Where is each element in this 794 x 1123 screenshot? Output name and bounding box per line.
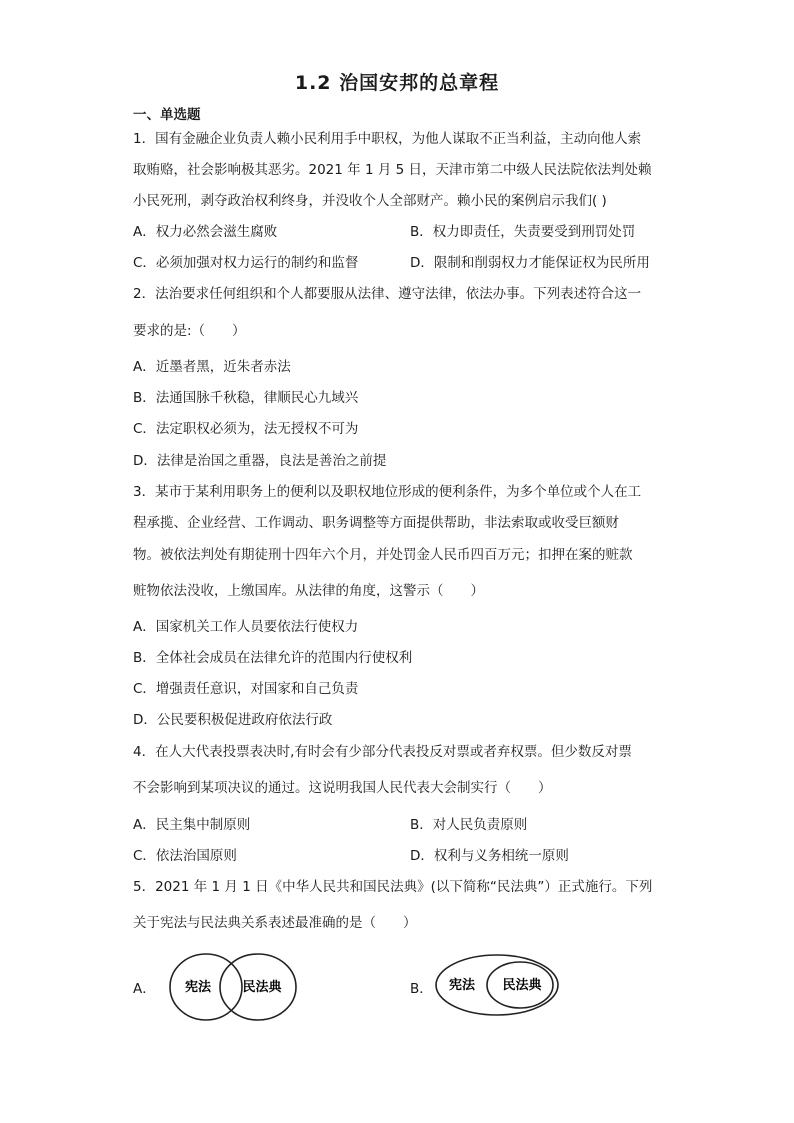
q4-option-a: A．民主集中制原则: [133, 817, 251, 833]
q4-option-c: C．依法治国原则: [133, 848, 237, 864]
q3-option-c: C．增强责任意识，对国家和自己负责: [133, 681, 359, 697]
q2-stem-line: 要求的是:（ ）: [133, 323, 246, 339]
page-title: 1.2 治国安邦的总章程: [294, 72, 500, 94]
venn-label-left: 宪法: [184, 980, 212, 995]
q4-stem-line: 4．在人大代表投票表决时,有时会有少部分代表投反对票或者弃权票。但少数反对票: [133, 744, 632, 760]
q3-stem-line: 3．某市于某利用职务上的便利以及职权地位形成的便利条件，为多个单位或个人在工: [133, 484, 642, 500]
q3-option-d: D．公民要积极促进政府依法行政: [133, 712, 333, 728]
q2-option-a: A．近墨者黑，近朱者赤法: [133, 359, 291, 375]
venn-label-outer: 宪法: [448, 978, 476, 993]
q5-venn-nested-diagram: [432, 952, 562, 1018]
q3-stem-line: 物。被依法判处有期徒刑十四年六个月，并处罚金人民币四百万元；扣押在案的赃款: [133, 547, 633, 563]
q5-stem-line: 关于宪法与民法典关系表述最准确的是（ ）: [133, 915, 417, 931]
q3-stem-line: 赃物依法没收，上缴国库。从法律的角度，这警示（ ）: [133, 583, 484, 599]
q4-stem-line: 不会影响到某项决议的通过。这说明我国人民代表大会制实行（ ）: [133, 780, 552, 796]
q1-option-c: C．必须加强对权力运行的制约和监督: [133, 255, 359, 271]
q3-option-b: B．全体社会成员在法律允许的范围内行使权利: [133, 650, 413, 666]
q1-option-a: A．权力必然会滋生腐败: [133, 224, 278, 240]
q5-option-b: B．: [410, 981, 433, 997]
venn-label-right: 民法典: [242, 980, 282, 995]
q1-option-b: B．权力即责任，失责要受到刑罚处罚: [410, 224, 636, 240]
q5-stem-line: 5．2021 年 1 月 1 日《中华人民共和国民法典》(以下简称“民法典”）正式施行。下列: [133, 879, 653, 895]
q3-stem-line: 程承揽、企业经营、工作调动、职务调整等方面提供帮助，非法索取或收受巨额财: [133, 515, 619, 531]
q2-stem-line: 2．法治要求任何组织和个人都要服从法律、遵守法律，依法办事。下列表述符合这一: [133, 286, 642, 302]
q1-stem-line: 小民死刑，剥夺政治权利终身，并没收个人全部财产。赖小民的案例启示我们( ): [133, 193, 607, 209]
q2-option-b: B．法通国脉千秋稳，律顺民心九域兴: [133, 390, 359, 406]
q4-option-b: B．对人民负责原则: [410, 817, 528, 833]
section-heading: 一、单选题: [133, 107, 201, 123]
q4-option-d: D．权利与义务相统一原则: [410, 848, 569, 864]
q1-stem-line: 取贿赂，社会影响极其恶劣。2021 年 1 月 5 日，天津市第二中级人民法院依法判处赖: [133, 162, 652, 178]
q5-option-a: A．: [133, 981, 156, 997]
q1-option-d: D．限制和削弱权力才能保证权为民所用: [410, 255, 650, 271]
q2-option-d: D．法律是治国之重器，良法是善治之前提: [133, 453, 387, 469]
q5-venn-overlap-diagram: [164, 950, 304, 1024]
venn-label-inner: 民法典: [502, 978, 542, 993]
q3-option-a: A．国家机关工作人员要依法行使权力: [133, 619, 359, 635]
q1-stem-line: 1．国有金融企业负责人赖小民利用手中职权，为他人谋取不正当利益，主动向他人索: [133, 131, 642, 147]
q2-option-c: C．法定职权必须为，法无授权不可为: [133, 421, 359, 437]
